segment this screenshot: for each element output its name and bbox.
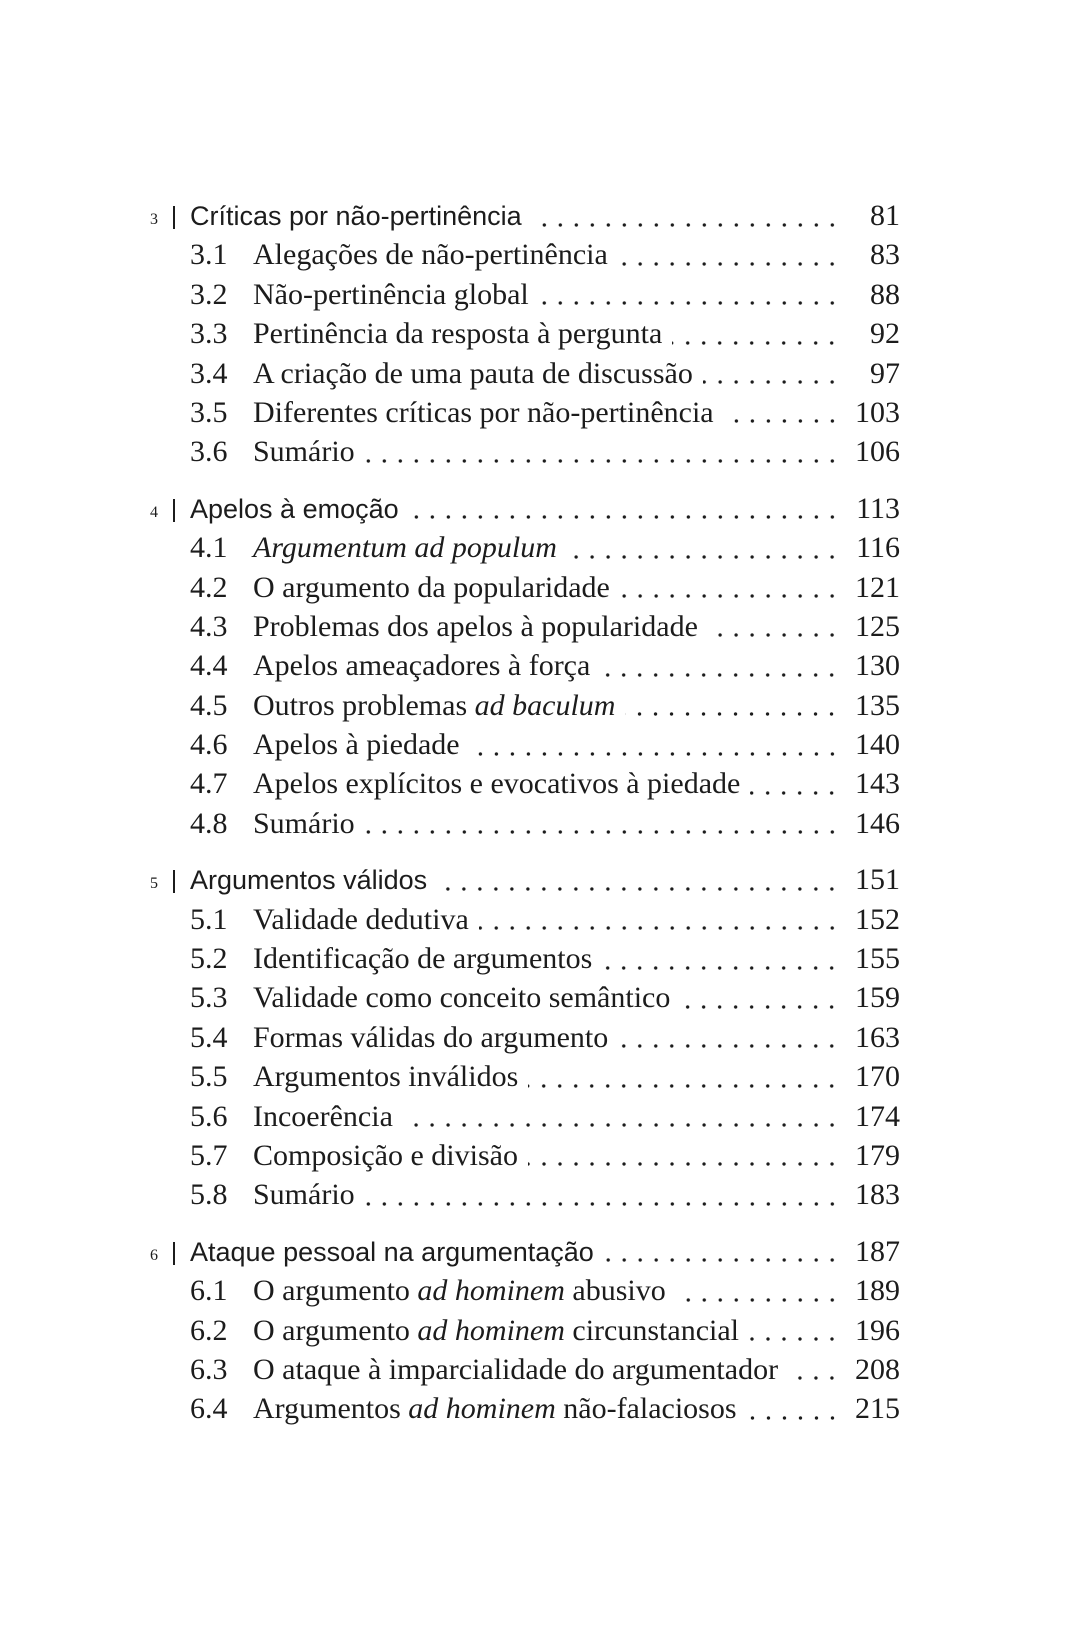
section-title <box>253 393 714 432</box>
dot-leader <box>365 804 840 843</box>
section-title <box>253 1175 355 1214</box>
section-title <box>253 725 460 764</box>
toc-entry <box>140 978 900 1017</box>
dot-leader <box>532 196 840 235</box>
chapter-title: Apelos à emoção <box>190 493 399 524</box>
title-text: Apelos à piedade <box>253 728 460 762</box>
italic-term: ad hominem <box>408 1392 556 1426</box>
italic-term: ad hominem <box>417 1274 565 1308</box>
section-title <box>253 354 693 393</box>
title-text: O argumento <box>253 1313 418 1347</box>
section-title <box>253 314 662 353</box>
section-number: 4.4 <box>190 649 228 683</box>
section-title <box>253 568 610 607</box>
page-number: 92 <box>870 317 900 351</box>
title-text: Outros problemas <box>253 688 475 722</box>
section-number: 4.8 <box>190 806 228 840</box>
section-title <box>253 607 698 646</box>
page-number: 187 <box>855 1234 900 1268</box>
page-number: 179 <box>855 1138 900 1172</box>
page-number: 196 <box>855 1313 900 1347</box>
section-title <box>253 900 469 939</box>
section-number: 4.6 <box>190 728 228 762</box>
section-number: 3.5 <box>190 395 228 429</box>
toc-chapter <box>140 196 900 472</box>
section-title <box>253 1389 737 1428</box>
section-title <box>253 978 670 1017</box>
toc-entry <box>140 1018 900 1057</box>
page-number: 140 <box>855 728 900 762</box>
section-number: 6.3 <box>190 1352 228 1386</box>
section-title <box>253 804 355 843</box>
dot-leader <box>403 1097 840 1136</box>
section-number: 3.6 <box>190 435 228 469</box>
italic-term: Argumentum ad populum <box>253 531 557 565</box>
toc-chapter <box>140 1232 900 1429</box>
title-text: abusivo <box>564 1274 666 1308</box>
title-text: Formas válidas do argumento <box>253 1020 609 1054</box>
dot-leader <box>620 568 840 607</box>
dot-leader <box>600 646 840 685</box>
toc-entry <box>140 235 900 274</box>
section-title <box>253 235 608 274</box>
title-text: Apelos explícitos e evocativos à piedade <box>253 767 741 801</box>
chapter-number: 3 <box>150 211 158 228</box>
toc-entry <box>140 1389 900 1428</box>
dot-leader <box>747 1389 840 1428</box>
section-number: 5.2 <box>190 942 228 976</box>
section-number: 6.1 <box>190 1274 228 1308</box>
section-number: 5.3 <box>190 981 228 1015</box>
section-title <box>253 646 590 685</box>
page-number: 135 <box>855 688 900 722</box>
toc-entry <box>140 804 900 843</box>
section-number: 4.7 <box>190 767 228 801</box>
dot-leader <box>567 528 840 567</box>
section-title <box>253 1136 518 1175</box>
page-number: 97 <box>870 356 900 390</box>
toc-entry <box>140 1057 900 1096</box>
title-text: Sumário <box>253 1178 355 1212</box>
toc-entry <box>140 1350 900 1389</box>
page-number: 174 <box>855 1099 900 1133</box>
page-number: 106 <box>855 435 900 469</box>
title-text: O ataque à imparcialidade do argumentador <box>253 1352 779 1386</box>
toc-entry <box>140 607 900 646</box>
toc-entry <box>140 900 900 939</box>
toc-chapter <box>140 489 900 844</box>
page-number: 113 <box>856 491 900 525</box>
section-number: 5.5 <box>190 1060 228 1094</box>
dot-leader <box>672 314 840 353</box>
section-title <box>253 432 355 471</box>
section-title <box>253 1271 666 1310</box>
chapter-heading <box>140 196 900 235</box>
dot-leader <box>724 393 840 432</box>
title-text: Sumário <box>253 435 355 469</box>
title-text: não-falaciosos <box>555 1392 737 1426</box>
section-number: 5.7 <box>190 1138 228 1172</box>
dot-leader <box>365 432 840 471</box>
page-number: 125 <box>855 609 900 643</box>
section-number: 4.3 <box>190 609 228 643</box>
chapter-title: Argumentos válidos <box>190 865 428 896</box>
title-text: Identificação de argumentos <box>253 942 593 976</box>
chapter-title: Ataque pessoal na argumentação <box>190 1236 594 1267</box>
title-text: Composição e divisão <box>253 1138 518 1172</box>
dot-leader <box>437 860 840 899</box>
toc-chapter <box>140 860 900 1215</box>
title-text: Pertinência da resposta à pergunta <box>253 317 663 351</box>
section-number: 6.4 <box>190 1392 228 1426</box>
page-number: 83 <box>870 238 900 272</box>
section-title <box>253 1057 518 1096</box>
dot-leader <box>750 764 840 803</box>
dot-leader <box>479 900 840 939</box>
dot-leader <box>749 1311 840 1350</box>
chapter-separator <box>158 1232 190 1271</box>
chapter-separator <box>158 860 190 899</box>
dot-leader <box>676 1271 840 1310</box>
section-number: 5.6 <box>190 1099 228 1133</box>
title-text: Alegações de não-pertinência <box>253 238 608 272</box>
chapter-separator <box>158 489 190 528</box>
section-title <box>253 1018 608 1057</box>
dot-leader <box>528 1057 840 1096</box>
title-text: Argumentos <box>253 1392 409 1426</box>
toc-entry <box>140 1271 900 1310</box>
page-number: 163 <box>855 1020 900 1054</box>
title-text: circunstancial <box>564 1313 739 1347</box>
title-text: Problemas dos apelos à popularidade <box>253 609 698 643</box>
dot-leader <box>602 939 840 978</box>
page-number: 208 <box>855 1352 900 1386</box>
dot-leader <box>470 725 840 764</box>
section-title <box>253 1350 778 1389</box>
chapter-separator <box>158 196 190 235</box>
page-number: 170 <box>855 1060 900 1094</box>
title-text: Incoerência <box>253 1099 393 1133</box>
page-number: 152 <box>855 902 900 936</box>
section-number: 4.5 <box>190 688 228 722</box>
chapter-number: 4 <box>150 503 158 521</box>
section-number: 4.2 <box>190 570 228 604</box>
page-number: 143 <box>855 767 900 801</box>
title-text: Apelos ameaçadores à força <box>253 649 591 683</box>
section-title <box>253 939 592 978</box>
page-number: 215 <box>855 1392 900 1426</box>
title-text: Validade dedutiva <box>253 902 469 936</box>
toc-entry <box>140 1175 900 1214</box>
page-number: 88 <box>870 277 900 311</box>
section-number: 6.2 <box>190 1313 228 1347</box>
page-number: 189 <box>855 1274 900 1308</box>
page-number: 81 <box>870 199 900 232</box>
toc-entry <box>140 393 900 432</box>
italic-term: ad baculum <box>474 688 616 722</box>
title-text: Não-pertinência global <box>253 277 529 311</box>
title-text: A criação de uma pauta de discussão <box>253 356 693 390</box>
dot-leader <box>409 489 840 528</box>
section-number: 3.3 <box>190 317 228 351</box>
title-text: Sumário <box>253 806 355 840</box>
dot-leader <box>788 1350 840 1389</box>
dot-leader <box>625 686 840 725</box>
dot-leader <box>680 978 840 1017</box>
title-text: Argumentos inválidos <box>253 1060 519 1094</box>
page-number: 146 <box>855 806 900 840</box>
toc-entry <box>140 568 900 607</box>
page-number: 151 <box>855 863 900 897</box>
dot-leader <box>618 235 840 274</box>
section-number: 4.1 <box>190 531 228 565</box>
page-number: 183 <box>855 1178 900 1212</box>
toc-entry <box>140 432 900 471</box>
dot-leader <box>618 1018 840 1057</box>
toc-entry <box>140 686 900 725</box>
toc-entry <box>140 646 900 685</box>
dot-leader <box>708 607 840 646</box>
toc-entry <box>140 528 900 567</box>
title-text: Diferentes críticas por não-pertinência <box>253 395 714 429</box>
page-number: 121 <box>855 570 900 604</box>
section-title <box>253 686 615 725</box>
toc-entry <box>140 1311 900 1350</box>
italic-term: ad hominem <box>417 1313 565 1347</box>
title-text: O argumento da popularidade <box>253 570 610 604</box>
chapter-title: Críticas por não-pertinência <box>190 201 522 231</box>
dot-leader <box>703 354 840 393</box>
section-title <box>253 275 529 314</box>
page-number: 159 <box>855 981 900 1015</box>
section-title <box>253 1097 393 1136</box>
section-title <box>253 764 740 803</box>
title-text: Validade como conceito semântico <box>253 981 671 1015</box>
chapter-heading <box>140 489 900 528</box>
page-number: 155 <box>855 942 900 976</box>
page-number: 116 <box>856 531 900 565</box>
toc-entry <box>140 764 900 803</box>
chapter-number: 5 <box>150 875 158 893</box>
section-number: 3.4 <box>190 356 228 390</box>
page-number: 130 <box>855 649 900 683</box>
toc-entry <box>140 1097 900 1136</box>
section-number: 5.1 <box>190 902 228 936</box>
chapter-number: 6 <box>150 1246 158 1264</box>
toc-entry <box>140 1136 900 1175</box>
dot-leader <box>528 1136 840 1175</box>
section-title <box>253 1311 739 1350</box>
dot-leader <box>539 275 840 314</box>
section-number: 3.2 <box>190 277 228 311</box>
table-of-contents <box>140 196 900 1429</box>
chapter-heading <box>140 860 900 899</box>
section-number: 5.8 <box>190 1178 228 1212</box>
toc-entry <box>140 314 900 353</box>
title-text: O argumento <box>253 1274 418 1308</box>
section-number: 3.1 <box>190 238 228 272</box>
dot-leader <box>365 1175 840 1214</box>
toc-entry <box>140 939 900 978</box>
toc-entry <box>140 275 900 314</box>
section-title <box>253 528 557 567</box>
page-number: 103 <box>855 395 900 429</box>
chapter-heading <box>140 1232 900 1271</box>
section-number: 5.4 <box>190 1020 228 1054</box>
dot-leader <box>604 1232 840 1271</box>
toc-entry <box>140 354 900 393</box>
toc-entry <box>140 725 900 764</box>
